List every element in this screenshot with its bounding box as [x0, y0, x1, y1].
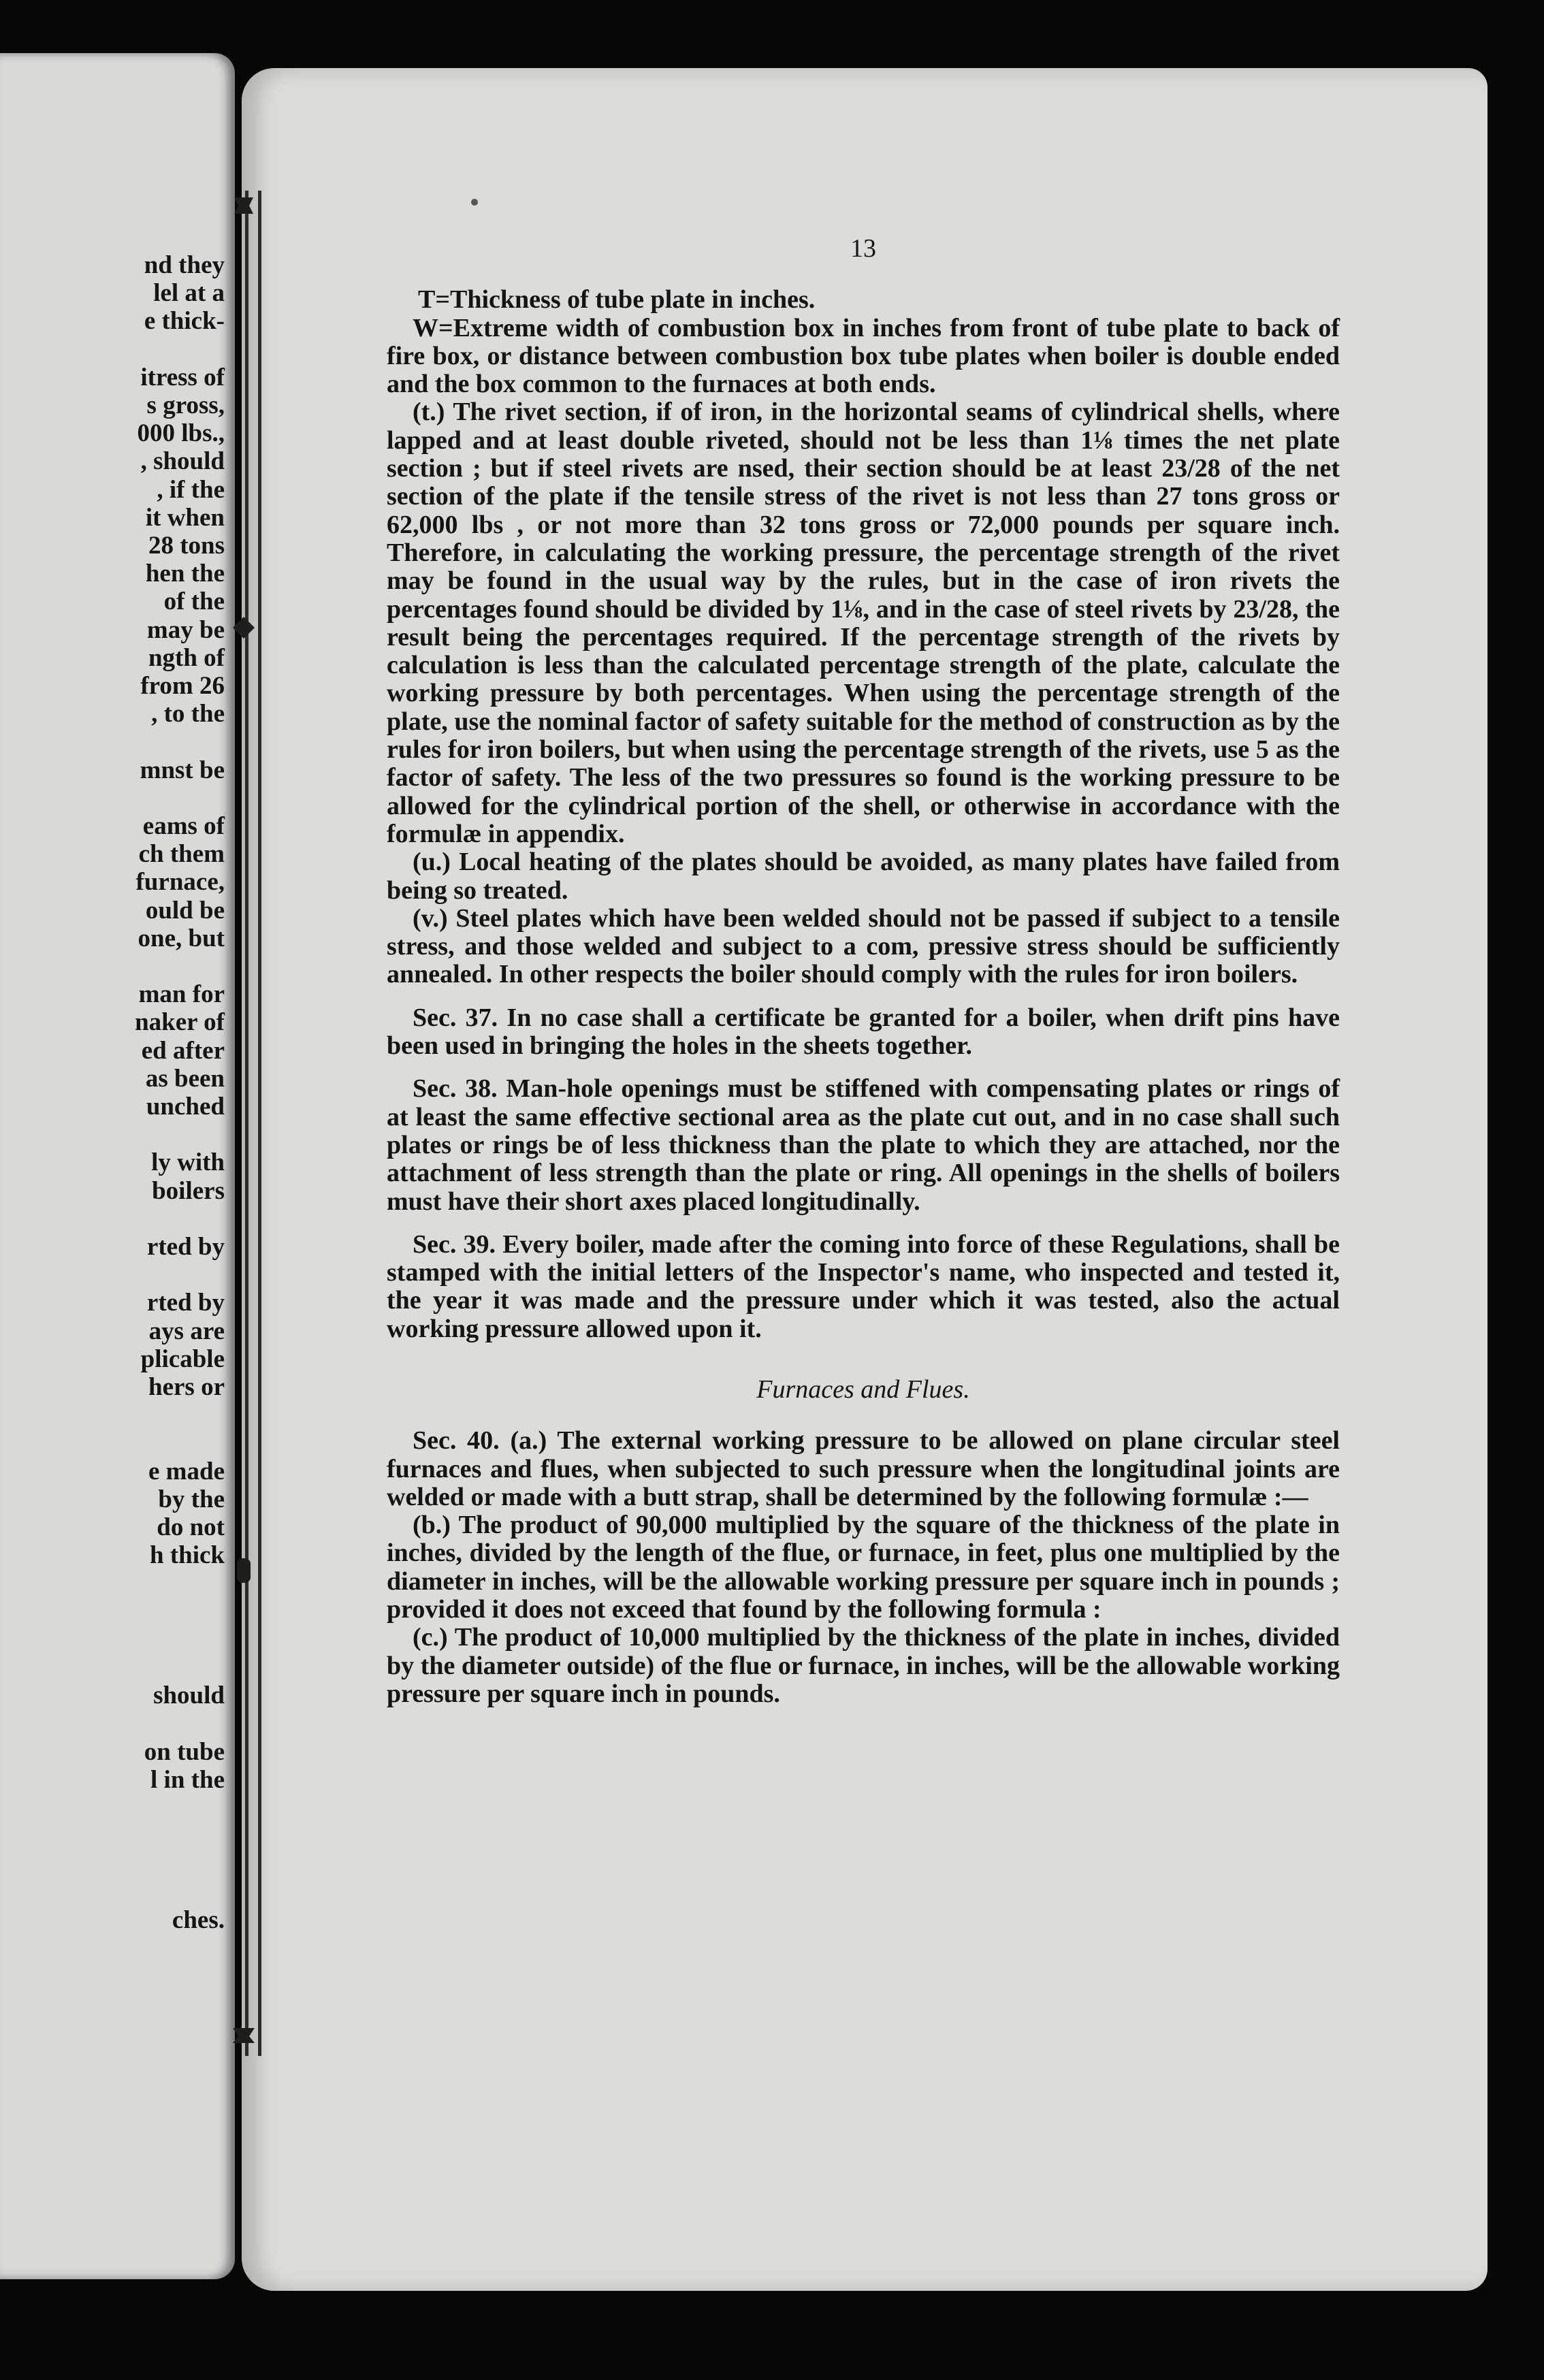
left-page-line: ly with [151, 1148, 225, 1177]
left-page-line: hers or [148, 1373, 225, 1401]
binding-thread [245, 191, 261, 2056]
binding-knot-icon [229, 2019, 259, 2048]
left-page-line: furnace, [135, 868, 225, 897]
paragraph: W=Extreme width of combustion box in inches from front of tube plate to back of fire box, or distance between combustion box tube plates when boiler is double ended and the box common to the furnaces at both ends. [387, 313, 1340, 399]
left-page-line: mnst be [140, 756, 225, 784]
left-page-line: ould be [145, 896, 225, 924]
left-page-line: of the [163, 588, 225, 616]
paragraph: (t.) The rivet section, if of iron, in the horizontal seams of cylindrical shells, where lapped and at least double riveted, should not be less than 1⅛ times the net plate section ; but if steel rivets are nsed, their section should be at least 23/28 of the net section of the plate if the tensile stress of the rivet is not less than 27 tons gross or 62,000 lbs , or not more than 32 tons gross or 72,000 pounds per square inch. Therefore, in calculating the working pressure, the percentage strength of the rivet may be found in the usual way by the rules, but in the case of iron rivets the percentages found should be divided by 1⅛, and in the case of steel rivets by 23/28, the result being the percentages required. If the percentage strength of the rivets by calculation is less than the calculated percentage strength of the plate, calculate the working pressure by both percentages. When using the percentage strength of the plate, use the nominal factor of safety suitable for the method of construction as by the rules for iron boilers, but when using the percentage strength of the rivets, use 5 as the factor of safety. The less of the two pressures so found is the working pressure to be allowed for the cylindrical portion of the shell, or otherwise in accordance with the formulæ in appendix. [387, 398, 1340, 848]
left-page-line: 000 lbs., [137, 419, 225, 448]
left-page-line: itress of [140, 363, 225, 391]
left-page-line: naker of [135, 1008, 225, 1037]
left-page-line: ays are [148, 1317, 225, 1345]
paragraph: Sec. 40. (a.) The external working pressure to be allowed on plane circular steel furnaces and flues, when subjected to such pressure when the longitudinal joints are welded or made with a butt strap, shall be determined by the following formulæ :— [387, 1426, 1340, 1511]
paragraph: (v.) Steel plates which have been welded should not be passed if subject to a tensile stress, and those welded and subject to a com, pressive stress should be sufficiently annealed. In other respects the boiler should comply with the rules for iron boilers. [387, 903, 1340, 989]
left-page-line: , if the [157, 475, 225, 504]
left-page-line: should [153, 1682, 225, 1710]
left-page-line: plicable [140, 1345, 225, 1373]
left-page-line: may be [146, 615, 225, 644]
left-page-line: man for [138, 980, 225, 1009]
paragraph: Sec. 39. Every boiler, made after the coming into force of these Regulations, shall be stamped with the initial letters of the Inspector's name, who inspected and tested it, the year it was made and the pressure under which it was tested, also the actual working pressure allowed upon it. [387, 1229, 1340, 1343]
page-text-column [387, 235, 1340, 1708]
binding-knot-icon [229, 191, 259, 221]
left-page-line: ch them [138, 840, 225, 869]
left-page-fragment [0, 53, 235, 2279]
paragraph: T=Thickness of tube plate in inches. [418, 285, 816, 315]
left-page-line: hen the [145, 560, 225, 588]
paragraph: (c.) The product of 10,000 multiplied by the thickness of the plate in inches, divided by the diameter outside) of the flue or furnace, in inches, will be the allowable working pressure per square inch in pounds. [387, 1623, 1340, 1708]
section-heading: Furnaces and Flues. [756, 1374, 970, 1404]
left-page-line: rted by [146, 1289, 225, 1317]
left-page-line: l in the [150, 1765, 225, 1794]
left-page-line: rted by [146, 1233, 225, 1261]
left-page-line: 28 tons [148, 532, 225, 560]
left-page-line: ches. [172, 1905, 225, 1934]
left-page-line: h thick [149, 1541, 225, 1570]
paragraph-group [387, 286, 1340, 1343]
left-page-line: s gross, [146, 391, 225, 419]
page-number: 13 [850, 234, 876, 263]
left-page-line: , should [140, 447, 225, 476]
left-page-line: unched [146, 1093, 225, 1121]
left-page-line: e made [148, 1457, 225, 1485]
left-page-line: nd they [144, 251, 225, 279]
left-page-line: ngth of [148, 643, 225, 672]
left-page-line: on tube [144, 1737, 225, 1766]
left-page-line: from 26 [140, 672, 225, 700]
paragraph: Sec. 37. In no case shall a certificate be granted for a boiler, when drift pins have been used in bringing the holes in the sheets together. [387, 1003, 1340, 1061]
left-page-line: eams of [142, 812, 225, 840]
left-page-line: do not [157, 1513, 225, 1541]
binding-knot-icon [229, 613, 259, 643]
left-page-line: , to the [151, 700, 225, 728]
paragraph: (b.) The product of 90,000 multiplied by the square of the thickness of the plate in inches, divided by the length of the flue, or furnace, in feet, plus one multiplied by the diameter in inches, will be the allowable working pressure per square inch in pounds ; provided it does not exceed that found by the following formula : [387, 1511, 1340, 1624]
ink-speck [471, 199, 478, 206]
left-page-line: it when [145, 503, 225, 532]
binding-knot-icon [229, 1556, 259, 1586]
paragraph: (u.) Local heating of the plates should be avoided, as many plates have failed from being so treated. [387, 848, 1340, 905]
left-page-line: ed after [141, 1036, 225, 1065]
left-page-line: boilers [152, 1176, 225, 1205]
left-page-line: lel at a [153, 279, 225, 308]
left-page-line: e thick- [144, 307, 225, 336]
paragraph: Sec. 38. Man-hole openings must be stiffened with compensating plates or rings of at least the same effective sectional area as the plate cut out, and in no case shall such plates or rings be of less thickness than the plate to which they are attached, nor the attachment of less strength than the plate or ring. All openings in the shells of boilers must have their short axes placed longitudinally. [387, 1074, 1340, 1216]
paragraph-group [387, 1427, 1340, 1708]
left-page-line: as been [145, 1064, 225, 1093]
left-page-line: by the [158, 1485, 225, 1513]
left-page-line: one, but [138, 924, 225, 952]
